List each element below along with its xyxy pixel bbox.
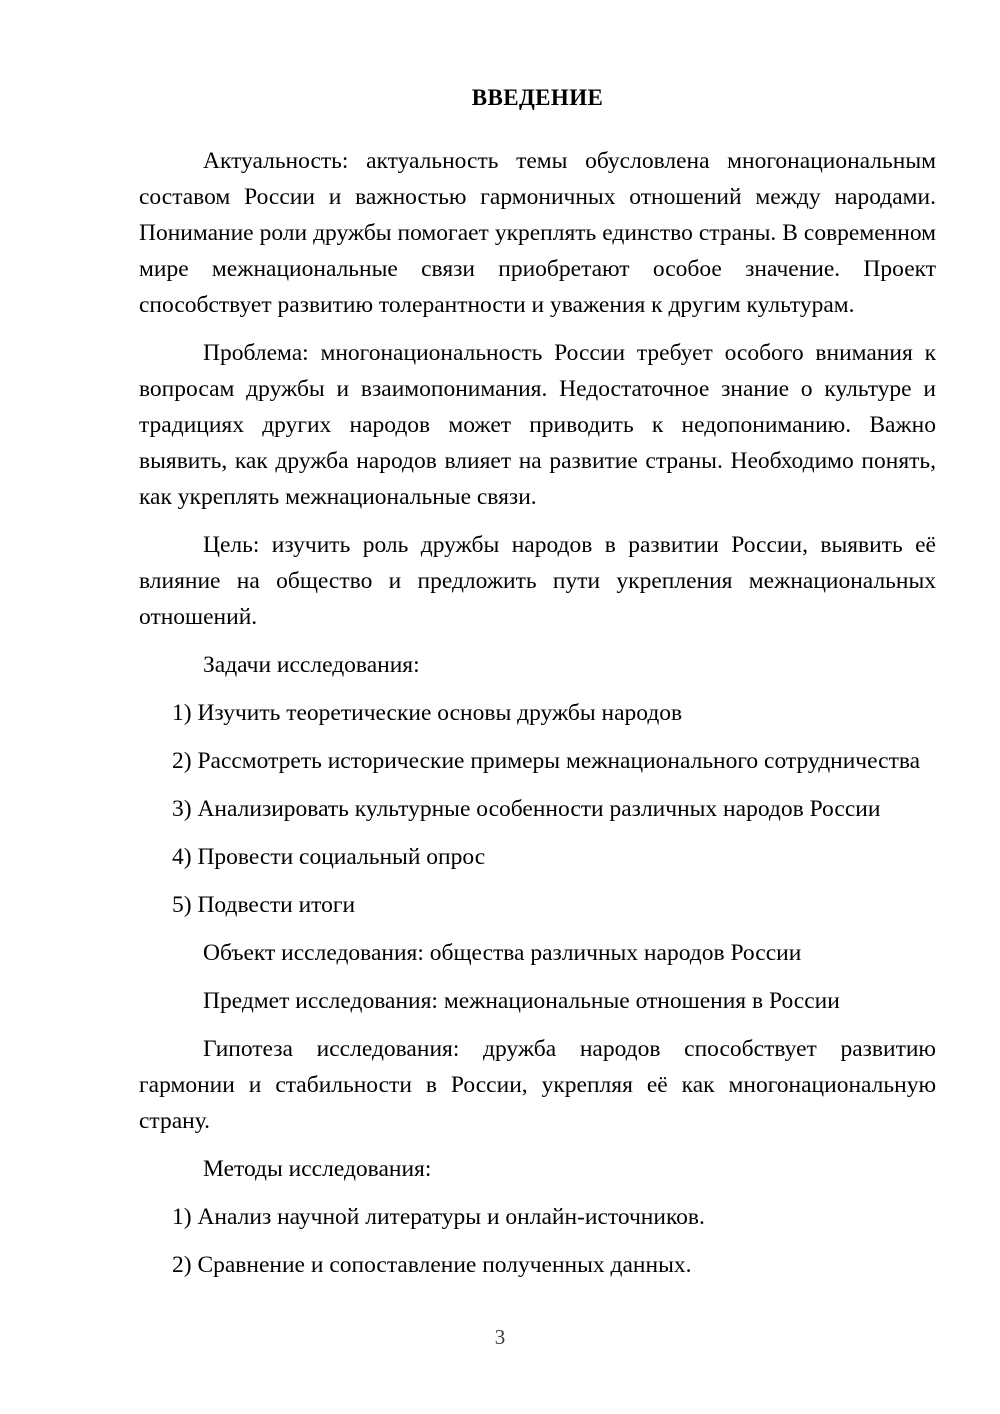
- problem: Проблема: многонациональность России требует особого внимания к вопросам дружбы и взаимопонимания. Недостаточное знание о культуре и традициях других народов может приводить к недопониманию. Важно выявить, как дружба народов влияет на развитие страны. Необходимо понять, как укреплять межнациональные связи.: [139, 340, 936, 510]
- document-blocks-container: [139, 143, 936, 1283]
- task-4: 4) Провести социальный опрос: [172, 844, 486, 870]
- hypothesis: Гипотеза исследования: дружба народов способствует развитию гармонии и стабильности в России, укрепляя её как многонациональную страну.: [139, 1036, 936, 1134]
- methods-heading: Методы исследования:: [203, 1156, 432, 1182]
- task-2: 2) Рассмотреть исторические примеры межнационального сотрудничества: [172, 748, 921, 774]
- method-1: 1) Анализ научной литературы и онлайн-источников.: [172, 1204, 705, 1230]
- tasks-heading: Задачи исследования:: [203, 652, 420, 678]
- document-body: [139, 86, 936, 1295]
- method-2: 2) Сравнение и сопоставление полученных данных.: [172, 1252, 692, 1278]
- task-5: 5) Подвести итоги: [172, 892, 356, 918]
- page-number: 3: [494, 1325, 506, 1349]
- page-title: ВВЕДЕНИЕ: [471, 85, 604, 110]
- goal: Цель: изучить роль дружбы народов в развитии России, выявить её влияние на общество и предложить пути укрепления межнациональных отношений.: [139, 532, 936, 630]
- object: Объект исследования: общества различных народов России: [203, 940, 802, 966]
- task-1: 1) Изучить теоретические основы дружбы народов: [172, 700, 683, 726]
- relevance: Актуальность: актуальность темы обусловлена многонациональным составом России и важностью гармоничных отношений между народами. Понимание роли дружбы помогает укреплять единство страны. В современном мире межнациональные связи приобретают особое значение. Проект способствует развитию толерантности и уважения к другим культурам.: [139, 148, 936, 318]
- subject: Предмет исследования: межнациональные отношения в России: [203, 988, 840, 1014]
- task-3: 3) Анализировать культурные особенности различных народов России: [172, 796, 881, 822]
